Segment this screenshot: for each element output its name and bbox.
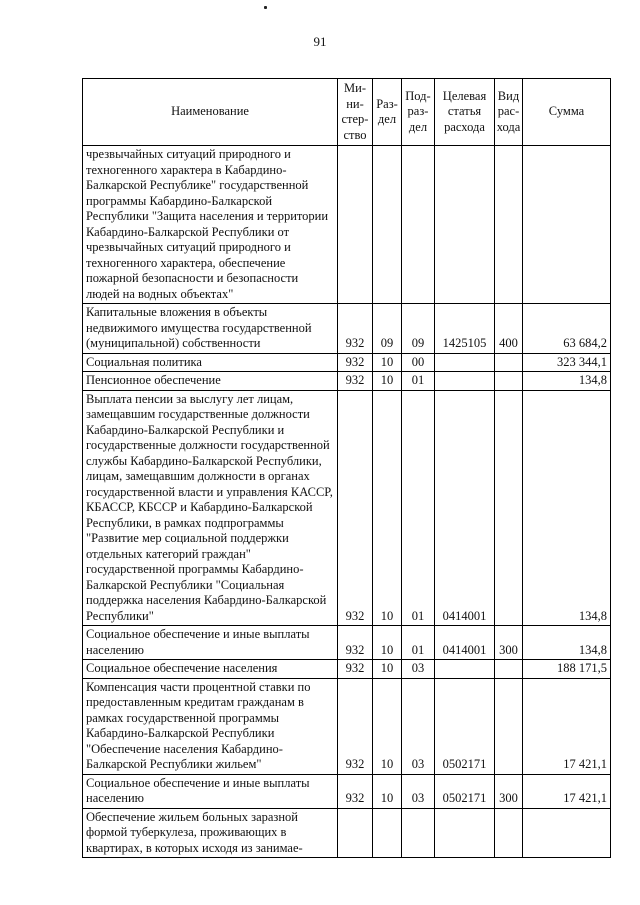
cell-subsection bbox=[402, 146, 435, 304]
cell-target: 0414001 bbox=[435, 390, 495, 626]
header-ministry-text: Ми- ни- стер- ство bbox=[341, 81, 369, 142]
cell-section: 10 bbox=[373, 626, 402, 660]
header-subsection-text: Под- раз- дел bbox=[405, 88, 431, 134]
cell-name: Обеспечение жильем больных заразной формой туберкулеза, проживающих в квартирах, в которых исходя из занимае- bbox=[83, 808, 338, 858]
table-row bbox=[83, 146, 611, 304]
scan-speck bbox=[264, 6, 267, 9]
cell-kind: 400 bbox=[495, 304, 523, 354]
cell-target: 0414001 bbox=[435, 626, 495, 660]
cell-sum: 17 421,1 bbox=[523, 774, 611, 808]
table-row bbox=[83, 353, 611, 372]
cell-section: 10 bbox=[373, 660, 402, 679]
cell-kind: 300 bbox=[495, 626, 523, 660]
table-row bbox=[83, 660, 611, 679]
header-section bbox=[373, 79, 402, 146]
header-name bbox=[83, 79, 338, 146]
cell-name: Пенсионное обеспечение bbox=[83, 372, 338, 391]
cell-subsection: 03 bbox=[402, 678, 435, 774]
cell-target: 0502171 bbox=[435, 774, 495, 808]
cell-ministry: 932 bbox=[338, 372, 373, 391]
header-name-text: Наименование bbox=[171, 104, 249, 119]
cell-kind bbox=[495, 660, 523, 679]
cell-name: Компенсация части процентной ставки по предоставленным кредитам гражданам в рамках государственной программы Кабардино-Балкарской Республики "Обеспечение населения Кабардино-Балкарской Республики жильем" bbox=[83, 678, 338, 774]
cell-target bbox=[435, 372, 495, 391]
cell-section: 10 bbox=[373, 774, 402, 808]
cell-name: Выплата пенсии за выслугу лет лицам, замещавшим государственные должности Кабардино-Балкарской Республики и государственные должности государственной службы Кабардино-Балкарской Республики, лицам, замещавшим должности в органах государственной власти и управления КАССР, КБАССР, КБССР и Кабардино-Балкарской Республики, в рамках подпрограммы "Развитие мер социальной поддержки отдельных категорий граждан" государственной программы Кабардино-Балкарской Республики "Социальная поддержка населения Кабардино-Балкарской Республики" bbox=[83, 390, 338, 626]
cell-target bbox=[435, 146, 495, 304]
cell-target bbox=[435, 660, 495, 679]
table-row bbox=[83, 678, 611, 774]
cell-section: 10 bbox=[373, 678, 402, 774]
cell-name: Капитальные вложения в объекты недвижимого имущества государственной (муниципальной) собственности bbox=[83, 304, 338, 354]
cell-section: 10 bbox=[373, 390, 402, 626]
cell-kind bbox=[495, 678, 523, 774]
header-kind bbox=[495, 79, 523, 146]
cell-sum: 63 684,2 bbox=[523, 304, 611, 354]
cell-section bbox=[373, 146, 402, 304]
cell-sum: 134,8 bbox=[523, 390, 611, 626]
table-row bbox=[83, 390, 611, 626]
cell-subsection: 01 bbox=[402, 390, 435, 626]
cell-ministry: 932 bbox=[338, 660, 373, 679]
table-row bbox=[83, 808, 611, 858]
cell-section: 10 bbox=[373, 372, 402, 391]
table-header-row bbox=[83, 79, 611, 146]
cell-kind bbox=[495, 146, 523, 304]
table-body bbox=[83, 146, 611, 858]
cell-ministry bbox=[338, 146, 373, 304]
cell-kind bbox=[495, 390, 523, 626]
cell-kind bbox=[495, 372, 523, 391]
cell-kind bbox=[495, 353, 523, 372]
cell-name: чрезвычайных ситуаций природного и техногенного характера в Кабардино-Балкарской Республике" государственной программы Кабардино-Балкарской Республики "Защита населения и территории Кабардино-Балкарской Республики от чрезвычайных ситуаций природного и техногенного характера, обеспечение пожарной безопасности и безопасности людей на водных объектах" bbox=[83, 146, 338, 304]
header-sum bbox=[523, 79, 611, 146]
cell-ministry: 932 bbox=[338, 774, 373, 808]
cell-subsection: 01 bbox=[402, 626, 435, 660]
cell-ministry: 932 bbox=[338, 353, 373, 372]
cell-ministry: 932 bbox=[338, 678, 373, 774]
header-subsection bbox=[402, 79, 435, 146]
cell-ministry: 932 bbox=[338, 626, 373, 660]
cell-sum bbox=[523, 808, 611, 858]
cell-ministry bbox=[338, 808, 373, 858]
cell-target: 0502171 bbox=[435, 678, 495, 774]
header-sum-text: Сумма bbox=[548, 104, 585, 119]
cell-name: Социальное обеспечение и иные выплаты населению bbox=[83, 774, 338, 808]
cell-name: Социальное обеспечение и иные выплаты населению bbox=[83, 626, 338, 660]
cell-subsection: 09 bbox=[402, 304, 435, 354]
cell-section: 10 bbox=[373, 353, 402, 372]
cell-sum: 134,8 bbox=[523, 372, 611, 391]
cell-target bbox=[435, 808, 495, 858]
header-section-text: Раз- дел bbox=[376, 96, 398, 126]
cell-subsection: 01 bbox=[402, 372, 435, 391]
cell-sum: 17 421,1 bbox=[523, 678, 611, 774]
table-row bbox=[83, 774, 611, 808]
header-ministry bbox=[338, 79, 373, 146]
header-target bbox=[435, 79, 495, 146]
page-number: 91 bbox=[313, 34, 327, 49]
header-kind-text: Вид рас- хода bbox=[496, 88, 521, 134]
table-row bbox=[83, 304, 611, 354]
cell-subsection bbox=[402, 808, 435, 858]
cell-sum bbox=[523, 146, 611, 304]
cell-sum: 188 171,5 bbox=[523, 660, 611, 679]
cell-name: Социальная политика bbox=[83, 353, 338, 372]
cell-sum: 134,8 bbox=[523, 626, 611, 660]
header-target-text: Целевая статья расхода bbox=[442, 88, 487, 134]
budget-table bbox=[82, 78, 611, 858]
cell-subsection: 03 bbox=[402, 774, 435, 808]
cell-target bbox=[435, 353, 495, 372]
cell-section bbox=[373, 808, 402, 858]
cell-section: 09 bbox=[373, 304, 402, 354]
cell-subsection: 03 bbox=[402, 660, 435, 679]
cell-target: 1425105 bbox=[435, 304, 495, 354]
cell-kind: 300 bbox=[495, 774, 523, 808]
cell-sum: 323 344,1 bbox=[523, 353, 611, 372]
cell-kind bbox=[495, 808, 523, 858]
cell-subsection: 00 bbox=[402, 353, 435, 372]
table-row bbox=[83, 372, 611, 391]
cell-ministry: 932 bbox=[338, 390, 373, 626]
cell-name: Социальное обеспечение населения bbox=[83, 660, 338, 679]
table-row bbox=[83, 626, 611, 660]
cell-ministry: 932 bbox=[338, 304, 373, 354]
